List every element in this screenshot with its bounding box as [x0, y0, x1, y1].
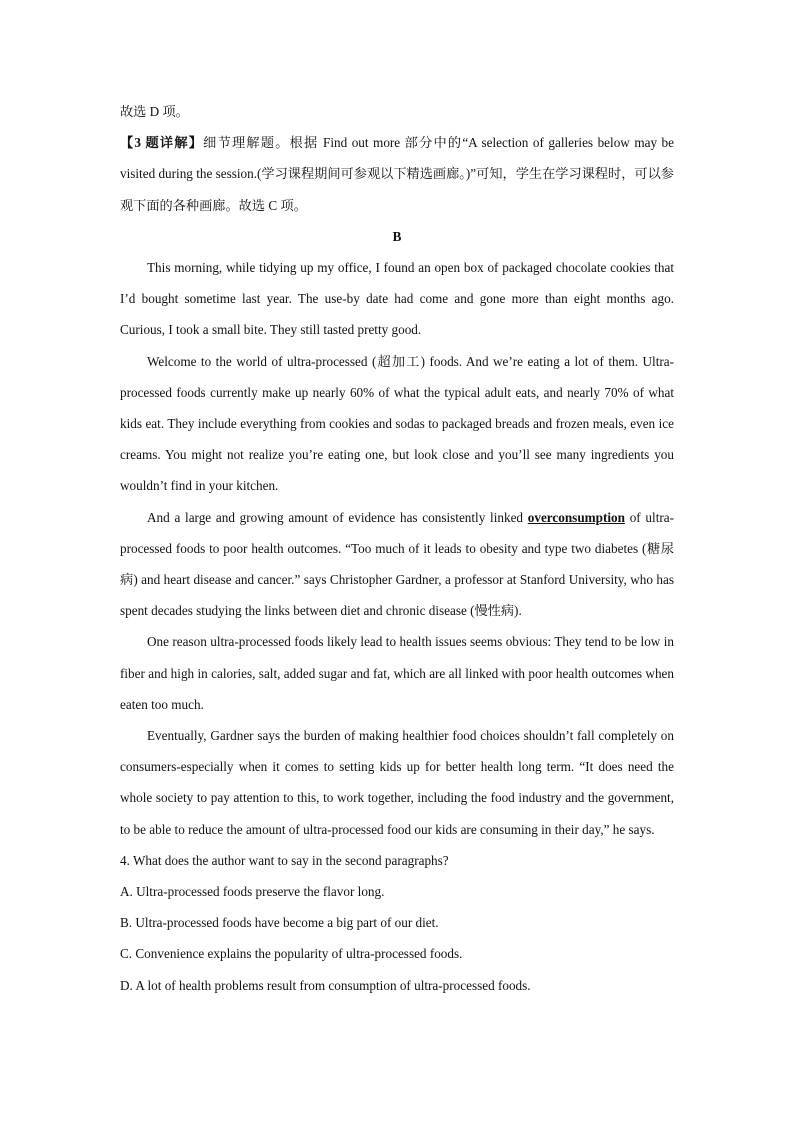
- option-b: B. Ultra-processed foods have become a big part of our diet.: [120, 915, 439, 931]
- passage-paragraph-5: Eventually, Gardner says the burden of making healthier food choices shouldn’t fall completely on consumers-especially when it comes to setting kids up for better health long term. “It does need the whole society to pay attention to this, to work together, including the food industry and the government, to be able to reduce the amount of ultra-processed food our kids are consuming in their day,” he says.: [120, 728, 674, 837]
- question-4-stem: 4. What does the author want to say in the second paragraphs?: [120, 852, 449, 868]
- paragraph-3-lead: And a large and growing amount of evidence has consistently linked: [147, 509, 528, 525]
- paragraph-3-rest: of ultra-processed foods to poor health outcomes. “Too much of it leads to obesity and type two diabetes (糖尿病) and heart disease and cancer.” says Christopher Gardner, a professor at Stanford University, who has spent decades studying the links between diet and chronic disease (慢性病).: [120, 509, 674, 619]
- question-3-tag: 【3 题详解】: [120, 135, 204, 151]
- option-c: C. Convenience explains the popularity of ultra-processed foods.: [120, 946, 463, 962]
- previous-answer-line: 故选 D 项。: [120, 104, 189, 119]
- passage-paragraph-2: Welcome to the world of ultra-processed (超加工) foods. And we’re eating a lot of them. Ultra-processed foods currently make up nearly 60% of what the typical adult eats, and nearly 70% of what kids eat. They include everything from cookies and sodas to packaged breads and frozen meals, even ice creams. You might not realize you’re eating one, but look close and you’ll see many ingredients you wouldn’t find in your kitchen.: [120, 353, 674, 494]
- passage-paragraph-1: This morning, while tidying up my office, I found an open box of packaged chocolate cookies that I’d bought sometime last year. The use-by date had come and gone more than eight months ago. Curious, I took a small bite. They still tasted pretty good.: [120, 260, 674, 338]
- document-page: [120, 96, 674, 1001]
- option-a: A. Ultra-processed foods preserve the flavor long.: [120, 884, 385, 900]
- passage-paragraph-3: [120, 502, 674, 627]
- passage-paragraph-4: One reason ultra-processed foods likely lead to health issues seems obvious: They tend to be low in fiber and high in calories, salt, added sugar and fat, which are all linked with poor health outcomes when eaten too much.: [120, 634, 674, 712]
- question-3-explanation-text: 细节理解题。根据 Find out more 部分中的“A selection of galleries below may be visited during the session.(学习课程期间可参观以下精选画廊。)”可知，学生在学习课程时，可以参观下面的各种画廊。故选 C 项。: [120, 135, 674, 213]
- question-3-explanation: [120, 127, 674, 221]
- underlined-keyword: overconsumption: [527, 509, 625, 525]
- section-title: B: [392, 228, 402, 244]
- option-d: D. A lot of health problems result from consumption of ultra-processed foods.: [120, 977, 531, 993]
- question-4-options: [120, 876, 674, 1001]
